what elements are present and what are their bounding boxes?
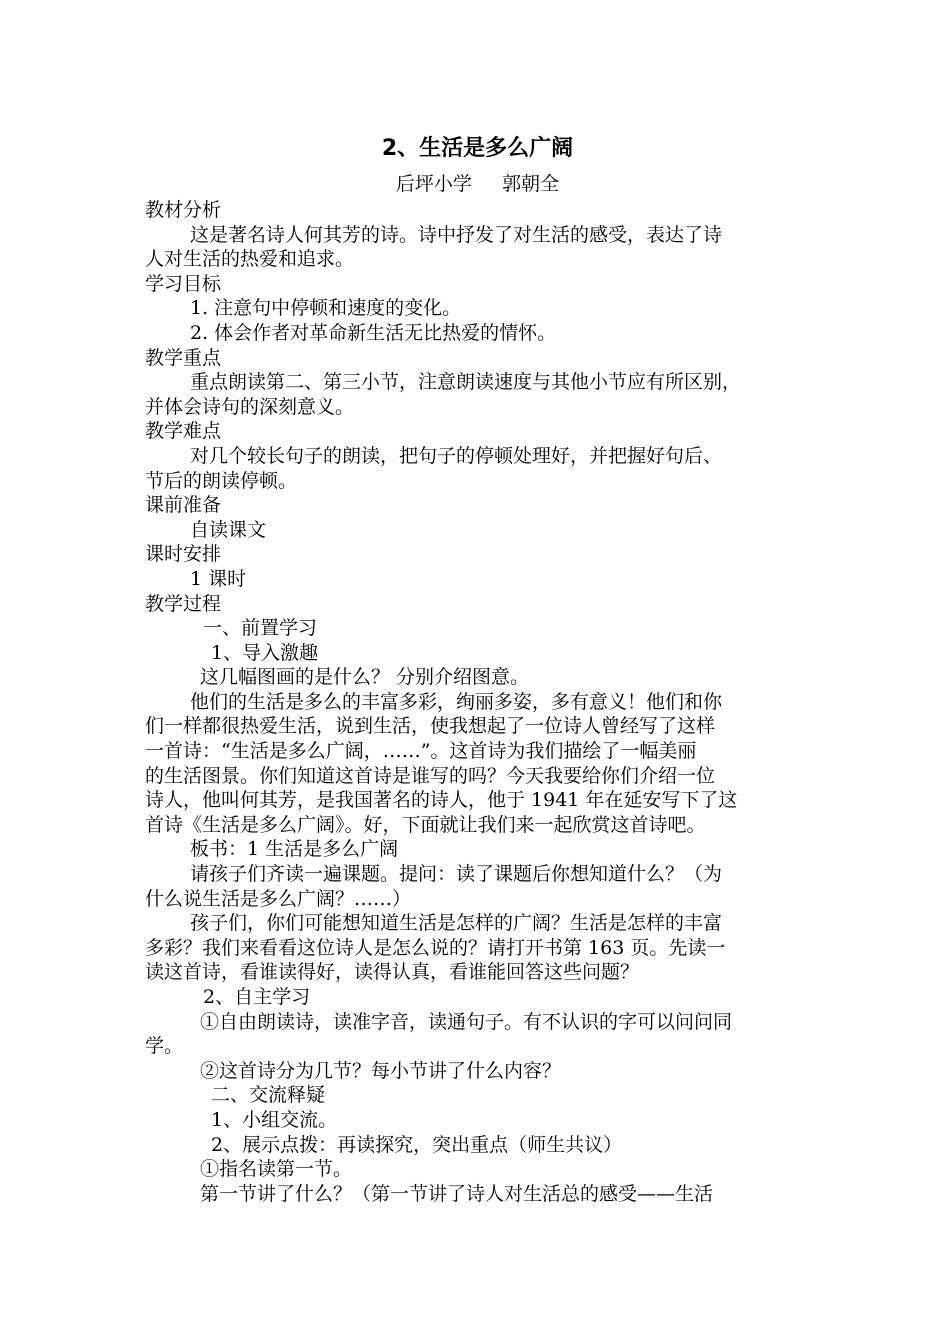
text-line: 什么说生活是多么广阔？……）	[145, 887, 412, 910]
text-line: 人对生活的热爱和追求。	[145, 248, 355, 271]
text-line: 1、小组交流。	[211, 1108, 338, 1131]
document-title: 2、生活是多么广阔	[381, 136, 574, 161]
text-line: 多彩？我们来看看这位诗人是怎么说的？请打开书第 163 页。先读一	[145, 936, 726, 959]
text-line: 1. 注意句中停顿和速度的变化。	[190, 297, 462, 320]
text-line: 2、展示点拨：再读探究，突出重点（师生共议）	[211, 1133, 623, 1156]
text-line: 教学重点	[145, 346, 222, 369]
text-line: 教学过程	[145, 592, 222, 615]
document-author: 后坪小学 郭朝全	[395, 173, 560, 195]
text-line: 他们的生活是多么的丰富多彩，绚丽多姿，多有意义！他们和你	[190, 690, 723, 713]
text-line: 2. 体会作者对革命新生活无比热爱的情怀。	[190, 321, 557, 344]
text-line: 课时安排	[145, 543, 222, 566]
text-line: 教材分析	[145, 199, 222, 221]
document-page	[145, 134, 810, 1206]
text-line: 孩子们，你们可能想知道生活是怎样的广阔？生活是怎样的丰富	[190, 912, 723, 935]
text-line: ①自由朗读诗，读准字音，读通句子。有不认识的字可以问问同	[200, 1010, 733, 1033]
text-line: 这是著名诗人何其芳的诗。诗中抒发了对生活的感受，表达了诗	[190, 223, 723, 246]
text-line: 一、前置学习	[203, 617, 318, 640]
text-line: 对几个较长句子的朗读，把句子的停顿处理好，并把握好句后、	[190, 444, 723, 467]
text-line: 板书：1 生活是多么广阔	[190, 838, 399, 861]
text-line: 学习目标	[145, 272, 222, 295]
text-line: 学。	[145, 1035, 184, 1058]
text-line: 一首诗：“生活是多么广阔，……”。这首诗为我们描绘了一幅美丽	[145, 740, 697, 763]
text-line: ①指名读第一节。	[200, 1158, 353, 1181]
text-line: 2、自主学习	[203, 986, 311, 1008]
text-line: 读这首诗，看谁读得好，读得认真，看谁能回答这些问题？	[145, 961, 640, 984]
text-line: 请孩子们齐读一遍课题。提问：读了课题后你想知道什么？（为	[190, 863, 723, 886]
document-body	[145, 198, 810, 1206]
text-line: 节后的朗读停顿。	[145, 469, 298, 492]
text-line: 并体会诗句的深刻意义。	[145, 395, 355, 418]
text-line: 自读课文	[190, 518, 267, 541]
text-line: 1 课时	[190, 567, 247, 590]
text-line: 们一样都很热爱生活，说到生活，使我想起了一位诗人曾经写了这样	[145, 715, 716, 738]
text-line: 诗人，他叫何其芳，是我国著名的诗人，他于 1941 年在延安写下了这	[145, 789, 738, 812]
text-line: 重点朗读第二、第三小节，注意朗读速度与其他小节应有所区别，	[190, 371, 742, 394]
text-line: 1、导入激趣	[211, 641, 319, 664]
text-line: 第一节讲了什么？（第一节讲了诗人对生活总的感受——生活	[200, 1182, 714, 1205]
text-line: 的生活图景。你们知道这首诗是谁写的吗？今天我要给你们介绍一位	[145, 764, 716, 787]
text-line: 二、交流释疑	[211, 1084, 326, 1107]
text-line: ②这首诗分为几节？每小节讲了什么内容？	[200, 1059, 562, 1082]
text-line: 教学难点	[145, 420, 222, 443]
text-line: 首诗《生活是多么广阔》。好，下面就让我们来一起欣赏这首诗吧。	[145, 813, 706, 836]
text-line: 这几幅图画的是什么？ 分别介绍图意。	[200, 666, 530, 689]
text-line: 课前准备	[145, 494, 222, 517]
